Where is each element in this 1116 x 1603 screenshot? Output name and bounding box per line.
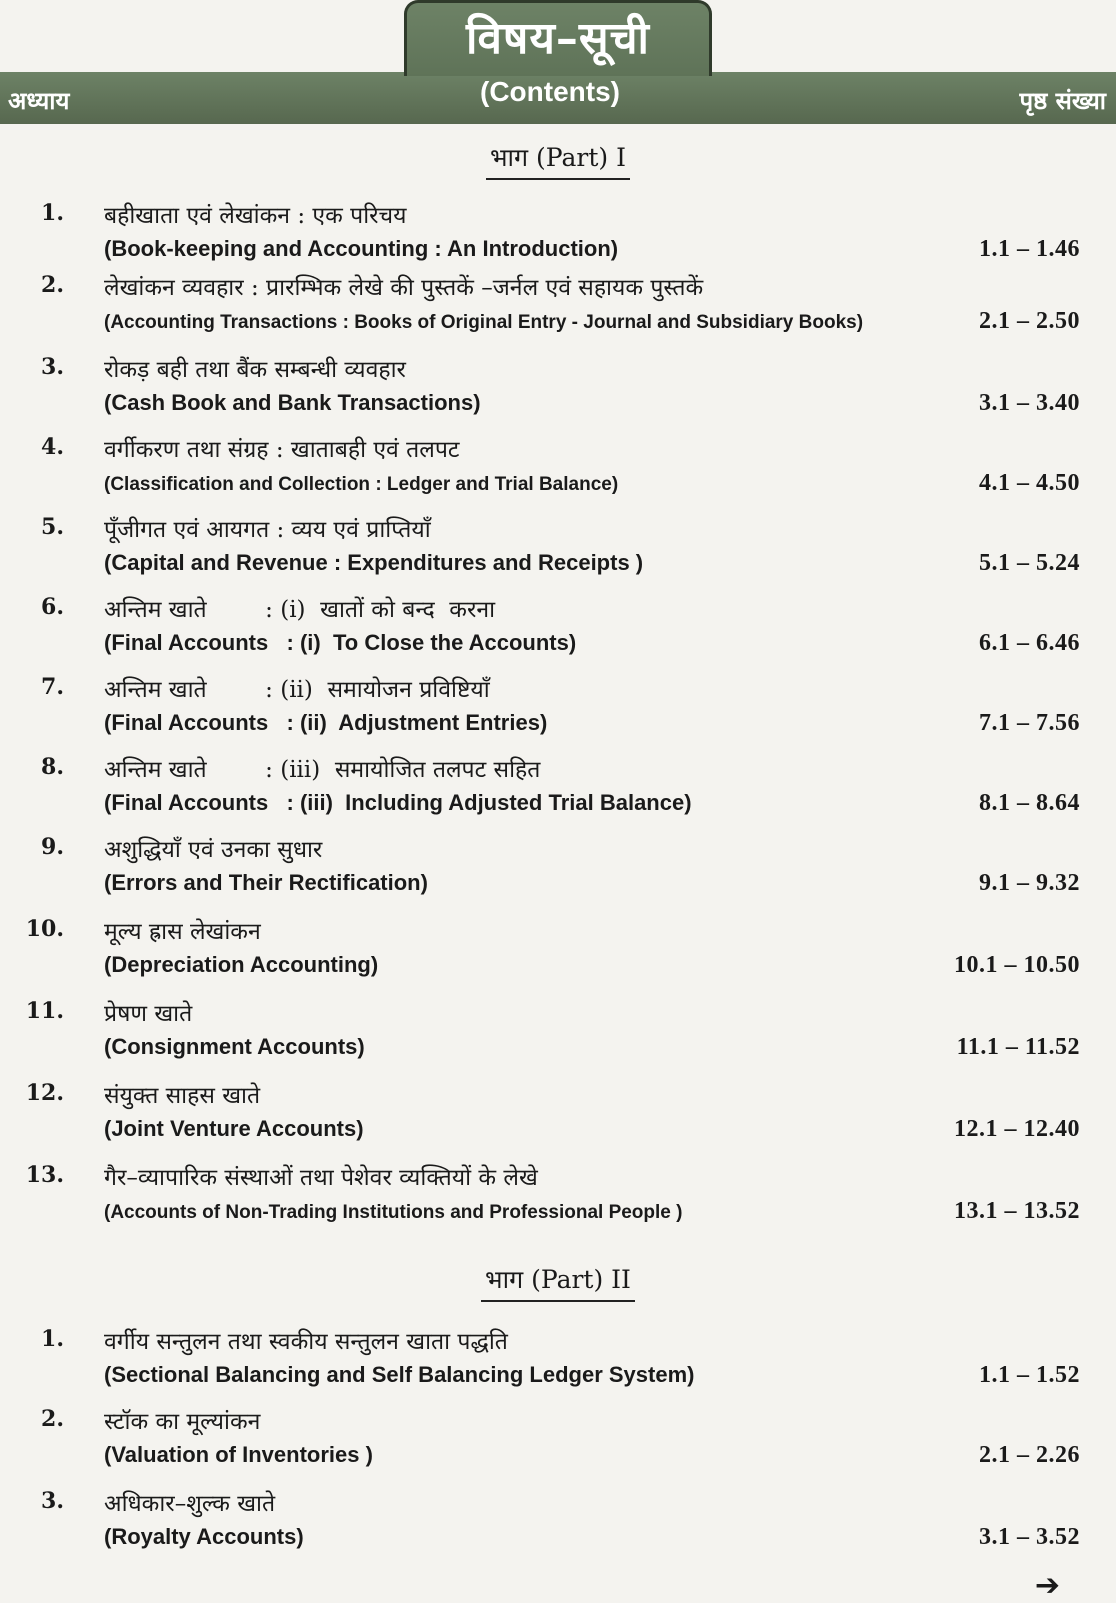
chapter-title-english: (Accounts of Non-Trading Institutions and Professional People ) (104, 1202, 683, 1223)
chapter-title-hindi: लेखांकन व्यवहार : प्रारम्भिक लेखे की पुस्तकें –जर्नल एवं सहायक पुस्तकें (104, 275, 704, 301)
toc-row[interactable] (0, 1404, 1116, 1484)
chapter-number: 2. (41, 1406, 64, 1432)
chapter-title-hindi: अन्तिम खाते : (i) खातों को बन्द करना (104, 597, 496, 623)
chapter-title-english: (Cash Book and Bank Transactions) (104, 390, 481, 415)
chapter-title-english: (Royalty Accounts) (104, 1524, 304, 1549)
chapter-number: 5. (41, 514, 64, 540)
toc-row[interactable] (0, 1160, 1116, 1240)
chapter-title-english: (Consignment Accounts) (104, 1034, 365, 1059)
chapter-page-range: 1.1 – 1.46 (979, 236, 1080, 262)
chapter-title-english: (Final Accounts : (i) To Close the Accounts) (104, 630, 577, 655)
chapter-title-english: (Final Accounts : (ii) Adjustment Entries) (104, 710, 548, 735)
chapter-number: 10. (25, 916, 64, 942)
chapter-title-hindi: स्टॉक का मूल्यांकन (104, 1409, 261, 1435)
chapter-title-hindi: अधिकार–शुल्क खाते (104, 1491, 276, 1517)
chapter-page-range: 3.1 – 3.52 (979, 1524, 1080, 1550)
chapter-title-english: (Classification and Collection : Ledger and Trial Balance) (104, 474, 619, 495)
toc-row[interactable] (0, 1324, 1116, 1404)
toc-row[interactable] (0, 672, 1116, 752)
chapter-page-range: 2.1 – 2.50 (979, 308, 1080, 334)
toc-row[interactable] (0, 914, 1116, 994)
chapter-page-range: 3.1 – 3.40 (979, 390, 1080, 416)
chapter-number: 6. (41, 594, 64, 620)
chapter-page-range: 10.1 – 10.50 (954, 952, 1080, 978)
chapter-title-english: (Sectional Balancing and Self Balancing Ledger System) (104, 1362, 695, 1387)
toc-row[interactable] (0, 352, 1116, 432)
chapter-number: 3. (41, 354, 64, 380)
chapter-page-range: 7.1 – 7.56 (979, 710, 1080, 736)
chapter-number: 3. (41, 1488, 64, 1514)
chapter-page-range: 13.1 – 13.52 (954, 1198, 1080, 1224)
chapter-title-hindi: प्रेषण खाते (104, 1001, 193, 1027)
contents-title-hindi: विषय–सूची (466, 13, 650, 64)
toc-row[interactable] (0, 752, 1116, 832)
toc-row[interactable] (0, 1078, 1116, 1158)
part-heading-label: भाग (Part) II (481, 1265, 635, 1302)
chapter-title-hindi: अन्तिम खाते : (ii) समायोजन प्रविष्टियाँ (104, 677, 490, 703)
toc-row[interactable] (0, 996, 1116, 1076)
part-heading-1 (0, 140, 1116, 174)
toc-row[interactable] (0, 432, 1116, 512)
chapter-title-english: (Book-keeping and Accounting : An Introduction) (104, 236, 619, 261)
chapter-page-range: 4.1 – 4.50 (979, 470, 1080, 496)
chapter-number: 4. (41, 434, 64, 460)
chapter-title-hindi: पूँजीगत एवं आयगत : व्यय एवं प्राप्तियाँ (104, 517, 431, 543)
chapter-title-hindi: अन्तिम खाते : (iii) समायोजित तलपट सहित (104, 757, 541, 783)
chapter-column-label: अध्याय (8, 86, 70, 115)
chapter-page-range: 5.1 – 5.24 (979, 550, 1080, 576)
chapter-page-range: 2.1 – 2.26 (979, 1442, 1080, 1468)
chapter-page-range: 6.1 – 6.46 (979, 630, 1080, 656)
chapter-title-english: (Valuation of Inventories ) (104, 1442, 373, 1467)
chapter-number: 2. (41, 272, 64, 298)
chapter-number: 13. (25, 1162, 64, 1188)
chapter-page-range: 1.1 – 1.52 (979, 1362, 1080, 1388)
chapter-title-english: (Accounting Transactions : Books of Original Entry - Journal and Subsidiary Books) (104, 312, 864, 333)
contents-title-tab (404, 0, 712, 76)
toc-row[interactable] (0, 832, 1116, 912)
chapter-title-hindi: वर्गीकरण तथा संग्रह : खाताबही एवं तलपट (104, 437, 460, 463)
chapter-title-hindi: रोकड़ बही तथा बैंक सम्बन्धी व्यवहार (104, 357, 406, 383)
chapter-number: 8. (41, 754, 64, 780)
toc-row[interactable] (0, 270, 1116, 350)
chapter-page-range: 11.1 – 11.52 (956, 1034, 1080, 1060)
part-heading-2 (0, 1262, 1116, 1296)
chapter-title-english: (Joint Venture Accounts) (104, 1116, 364, 1141)
chapter-number: 1. (41, 1326, 64, 1352)
chapter-title-hindi: गैर–व्यापारिक संस्थाओं तथा पेशेवर व्यक्तियों के लेखे (104, 1165, 538, 1191)
chapter-title-english: (Capital and Revenue : Expenditures and Receipts ) (104, 550, 644, 575)
part-heading-label: भाग (Part) I (486, 143, 630, 180)
chapter-title-hindi: वर्गीय सन्तुलन तथा स्वकीय सन्तुलन खाता पद्धति (104, 1329, 508, 1355)
chapter-page-range: 12.1 – 12.40 (954, 1116, 1080, 1142)
chapter-number: 1. (41, 200, 64, 226)
chapter-title-english: (Final Accounts : (iii) Including Adjusted Trial Balance) (104, 790, 692, 815)
contents-title-english: (Contents) (480, 76, 620, 107)
chapter-title-english: (Depreciation Accounting) (104, 952, 379, 977)
chapter-number: 7. (41, 674, 64, 700)
toc-row[interactable] (0, 198, 1116, 278)
next-page-arrow-icon[interactable]: ➔ (1034, 1568, 1060, 1603)
chapter-title-hindi: संयुक्त साहस खाते (104, 1083, 261, 1109)
chapter-number: 9. (41, 834, 64, 860)
chapter-number: 11. (25, 998, 64, 1024)
chapter-title-hindi: मूल्य ह्रास लेखांकन (104, 919, 261, 945)
chapter-title-english: (Errors and Their Rectification) (104, 870, 428, 895)
chapter-title-hindi: अशुद्धियाँ एवं उनका सुधार (104, 837, 323, 863)
toc-row[interactable] (0, 512, 1116, 592)
chapter-page-range: 9.1 – 9.32 (979, 870, 1080, 896)
page-number-column-label: पृष्ठ संख्या (1019, 86, 1106, 115)
chapter-title-hindi: बहीखाता एवं लेखांकन : एक परिचय (104, 203, 407, 229)
chapter-page-range: 8.1 – 8.64 (979, 790, 1080, 816)
toc-row[interactable] (0, 592, 1116, 672)
chapter-number: 12. (25, 1080, 64, 1106)
toc-row[interactable] (0, 1486, 1116, 1566)
